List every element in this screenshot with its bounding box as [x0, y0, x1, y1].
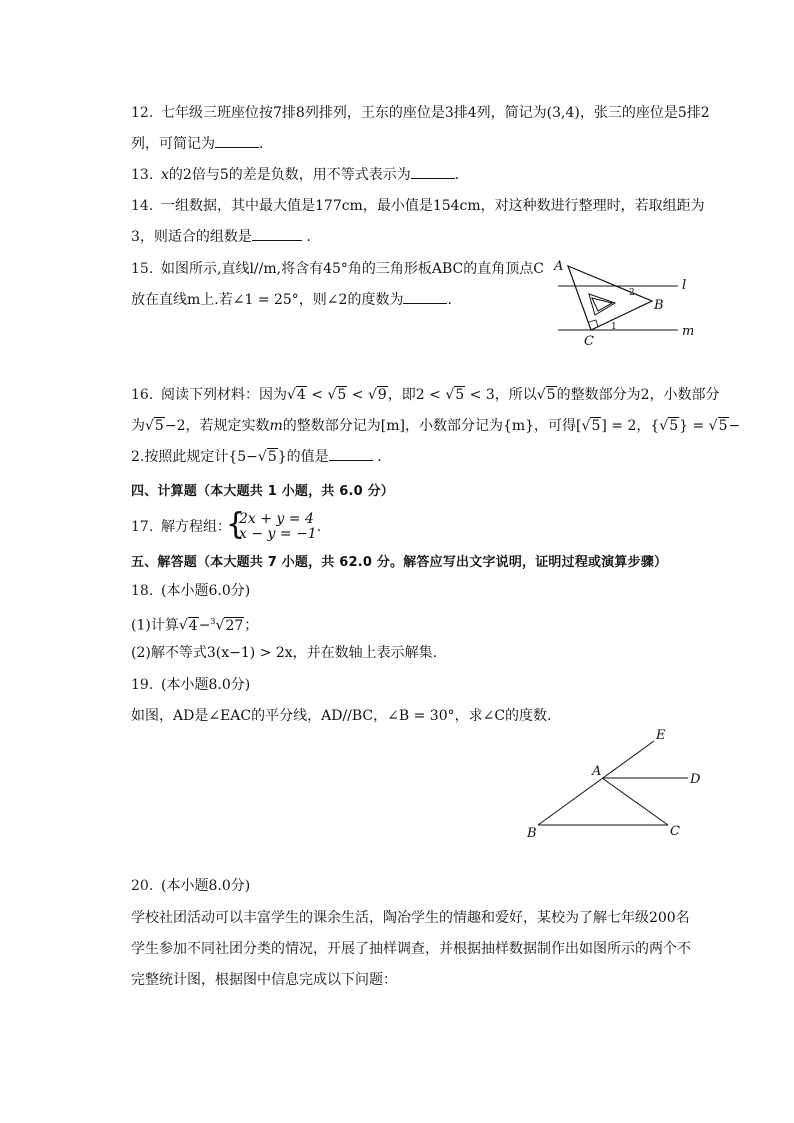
q16-text-1a: 阅读下列材料：因为	[161, 387, 287, 403]
q16-text-2f: −	[728, 418, 741, 434]
q14-number: 14.	[131, 198, 154, 214]
q15-label-angle2: 2	[629, 288, 635, 298]
q12-number: 12.	[131, 105, 154, 121]
q16-root-5b: 5	[455, 387, 465, 403]
q16-root-5c: 5	[546, 387, 556, 403]
q15-period: .	[447, 292, 452, 308]
q13-number: 13.	[131, 167, 154, 183]
q16-line2: 为√5−2，若规定实数m的整数部分记为[m]，小数部分记为{m}，可得[√5] = 2，{√5} = √5−	[131, 418, 741, 434]
q15-line1	[131, 260, 544, 278]
q19-label-e: E	[656, 728, 666, 743]
q19-score: (本小题8.0分)	[161, 677, 251, 693]
q19-label-d: D	[690, 772, 701, 787]
q13-variable: x	[161, 167, 169, 183]
q19-label-b: B	[527, 826, 537, 841]
q14-period: .	[306, 229, 311, 245]
q15-triangle-abc	[568, 266, 652, 330]
q16-root-5h: 5	[267, 449, 277, 465]
q16-text-3a: 2.按照此规定计{5−	[131, 449, 258, 465]
q16-root-4: 4	[296, 387, 306, 403]
q16-text-2c: 的整数部分记为[m]，小数部分记为{m}，可得[	[282, 418, 582, 434]
q17-text: 解方程组：	[161, 519, 231, 535]
q15-label-b: B	[654, 298, 664, 313]
q13-line	[131, 166, 459, 184]
q18-sqrt-4: 4	[188, 617, 198, 634]
q18-cube-index: 3	[210, 617, 216, 626]
q15-label-c: C	[584, 334, 594, 349]
q18-part1-text: (1)计算	[131, 617, 179, 634]
q18-header	[131, 582, 250, 600]
q16-root-5e: 5	[591, 418, 601, 434]
q20-header	[131, 877, 250, 895]
q16-text-1b: ，即2 <	[387, 387, 446, 403]
q14-text-2: 3，则适合的组数是	[131, 229, 252, 245]
q12-answer-blank[interactable]	[215, 135, 259, 148]
q13-answer-blank[interactable]	[411, 166, 455, 179]
q16-root-5g: 5	[718, 418, 728, 434]
q14-answer-blank[interactable]	[252, 228, 302, 241]
q15-text-1: 如图所示,直线l//m,将含有45°角的三角形板ABC的直角顶点C	[161, 261, 544, 277]
q19-header	[131, 676, 250, 694]
q12-text-2: 列，可简记为	[131, 136, 215, 152]
q19-label-c: C	[670, 824, 680, 839]
q17-number: 17.	[131, 519, 154, 535]
q17-equation-1: 2x + y = 4	[239, 511, 314, 527]
q14-line2	[131, 228, 311, 246]
q18-part2: (2)解不等式3(x−1) > 2x，并在数轴上表示解集.	[131, 645, 438, 661]
q18-score: (本小题6.0分)	[161, 583, 251, 599]
q14-line1	[131, 197, 705, 215]
q20-line3: 完整统计图，根据图中信息完成以下问题：	[131, 972, 397, 988]
q16-answer-blank[interactable]	[329, 448, 373, 461]
q16-text-2b: −2，若规定实数	[164, 418, 270, 434]
q17-line	[131, 507, 322, 542]
q19-line-ac	[602, 778, 668, 825]
q17-equation-system: { 2x + y = 4 x − y = −1	[226, 507, 317, 542]
q18-semicolon: ；	[244, 617, 259, 634]
q16-text-2d: ] = 2，{	[601, 418, 660, 434]
q13-text: 的2倍与5的差是负数，用不等式表示为	[168, 167, 411, 183]
q12-text-1: 七年级三班座位按7排8列排列，王东的座位是3排4列，简记为(3,4)，张三的座位是5排2	[161, 105, 710, 121]
q12-period: .	[259, 136, 264, 152]
q16-root-9: 9	[377, 387, 387, 403]
q12-line2	[131, 135, 263, 153]
q15-label-a: A	[554, 259, 564, 274]
q16-text-2a: 为	[131, 418, 145, 434]
q16-variable-m: m	[269, 418, 283, 434]
q16-root-5f: 5	[669, 418, 679, 434]
q16-text-3b: }的值是	[277, 449, 329, 465]
q16-root-5d: 5	[154, 418, 164, 434]
q15-text-2: 放在直线m上.若∠1 = 25°，则∠2的度数为	[131, 292, 404, 308]
section-4-title: 四、计算题（本大题共 1 小题，共 6.0 分）	[131, 484, 394, 499]
q15-inner-triangle	[592, 298, 612, 311]
q15-number: 15.	[131, 261, 154, 277]
q16-number: 16.	[131, 387, 154, 403]
q14-text-1: 一组数据，其中最大值是177cm，最小值是154cm，对这种数进行整理时，若取组距为	[161, 198, 705, 214]
q12-line1	[131, 104, 710, 122]
q17-equation-2: x − y = −1	[239, 526, 317, 542]
q15-label-angle1: 1	[611, 322, 617, 332]
q20-score: (本小题8.0分)	[161, 878, 251, 894]
q16-text-2e: } =	[679, 418, 709, 434]
q18-cbrt-27: 27	[225, 617, 244, 634]
q15-inner-triangle-outer	[589, 294, 615, 315]
q16-period: .	[377, 449, 382, 465]
q13-period: .	[454, 167, 460, 183]
q15-right-angle-mark	[589, 320, 598, 327]
q20-line1: 学校社团活动可以丰富学生的课余生活，陶冶学生的情趣和爱好，某校为了解七年级200名	[131, 910, 690, 926]
q18-number: 18.	[131, 583, 154, 599]
q18-minus: −	[198, 617, 211, 634]
q19-label-a: A	[592, 764, 602, 779]
q16-text-1c: < 3，所以	[465, 387, 537, 403]
q15-figure	[548, 258, 698, 350]
q15-label-l: l	[682, 278, 687, 293]
q16-line3: 2.按照此规定计{5−√5}的值是 .	[131, 449, 382, 465]
q16-text-1d: 的整数部分为2，小数部分	[556, 387, 720, 403]
q19-text: 如图，AD是∠EAC的平分线，AD//BC，∠B = 30°，求∠C的度数.	[131, 708, 552, 724]
section-5-title: 五、解答题（本大题共 7 小题，共 62.0 分。解答应写出文字说明，证明过程或演算步骤）	[131, 555, 668, 570]
q16-root-5: 5	[337, 387, 347, 403]
q19-figure	[520, 725, 710, 843]
q15-line2	[131, 291, 452, 309]
q19-line-be	[538, 741, 654, 825]
q20-line2: 学生参加不同社团分类的情况，开展了抽样调查，并根据抽样数据制作出如图所示的两个不	[131, 941, 691, 957]
q16-line1: 16. 阅读下列材料：因为√4 < √5 < √9，即2 < √5 < 3，所以√5的整数部分为2，小数部分	[131, 387, 720, 403]
q19-number: 19.	[131, 677, 154, 693]
q17-period: .	[316, 519, 322, 535]
q15-answer-blank[interactable]	[403, 291, 447, 304]
q18-part1: (1)计算√4−$^3$√27；	[131, 617, 259, 634]
q20-number: 20.	[131, 878, 154, 894]
q15-label-m: m	[682, 324, 695, 339]
